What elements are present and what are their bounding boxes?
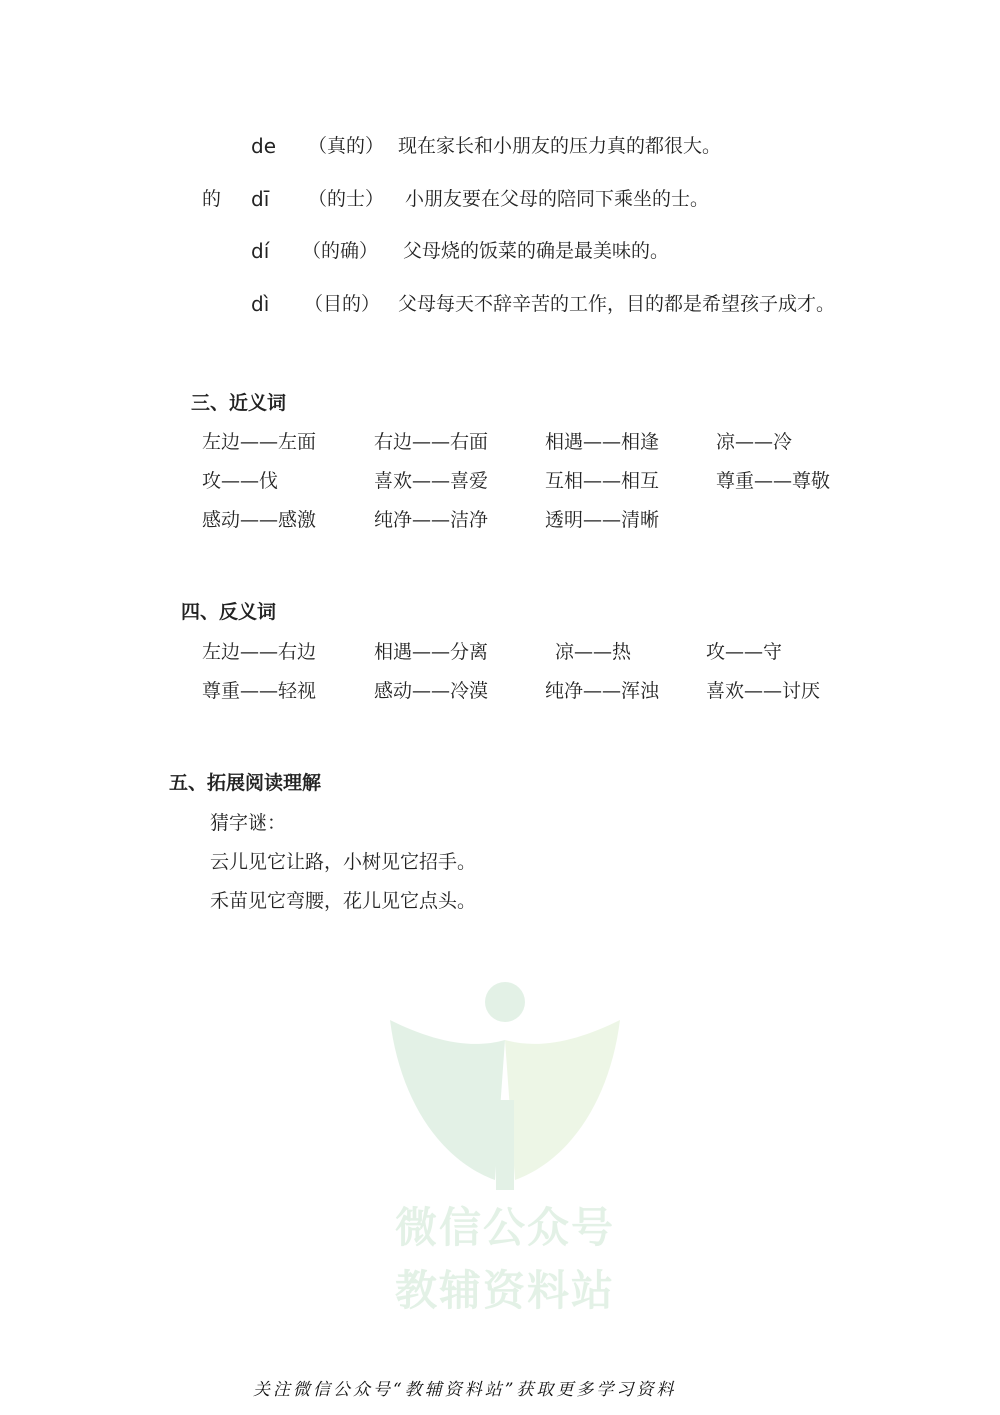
synonym-item: 尊重——尊敬: [716, 470, 831, 492]
antonym-item: 左边——右边: [202, 641, 317, 663]
sentence-di4: 父母每天不辞辛苦的工作，目的都是希望孩子成才。: [398, 293, 836, 315]
synonym-item: 透明——清晰: [545, 509, 660, 531]
antonym-item: 纯净——浑浊: [545, 680, 660, 702]
antonym-item: 相遇——分离: [374, 641, 489, 663]
pinyin-di2: dí: [251, 239, 270, 263]
synonym-item: 感动——感激: [202, 509, 317, 531]
reading-heading: 五、拓展阅读理解: [169, 772, 322, 794]
sentence-de: 现在家长和小朋友的压力真的都很大。: [398, 135, 722, 157]
riddle-line: 云儿见它让路，小树见它招手。: [210, 851, 477, 873]
synonym-item: 喜欢——喜爱: [374, 470, 489, 492]
riddle-label: 猜字谜：: [210, 812, 287, 834]
pinyin-de: de: [251, 134, 276, 158]
synonym-item: 攻——伐: [202, 470, 279, 492]
word-zhende: （真的）: [308, 135, 385, 157]
synonym-item: 相遇——相逢: [545, 431, 660, 453]
watermark-line1: 微信公众号: [394, 1203, 615, 1252]
riddle-line: 禾苗见它弯腰，花儿见它点头。: [210, 890, 477, 912]
word-dishi: （的士）: [308, 188, 385, 210]
antonym-item: 感动——冷漠: [374, 680, 489, 702]
pinyin-di1: dī: [251, 187, 270, 211]
sentence-di2: 父母烧的饭菜的确是最美味的。: [403, 240, 670, 262]
watermark-logo: [370, 980, 640, 1320]
antonym-item: 喜欢——讨厌: [706, 680, 821, 702]
antonym-item: 凉——热: [555, 641, 632, 663]
word-dique: （的确）: [302, 240, 379, 262]
word-mudi: （目的）: [304, 293, 381, 315]
synonym-item: 右边——右面: [374, 431, 489, 453]
synonym-item: 纯净——洁净: [374, 509, 489, 531]
antonym-item: 攻——守: [706, 641, 783, 663]
sentence-di1: 小朋友要在父母的陪同下乘坐的士。: [405, 188, 710, 210]
pinyin-di4: dì: [251, 292, 270, 316]
antonym-item: 尊重——轻视: [202, 680, 317, 702]
synonym-item: 互相——相互: [545, 470, 660, 492]
footer-note: 关注微信公众号“教辅资料站”获取更多学习资料: [253, 1380, 677, 1400]
synonym-item: 凉——冷: [716, 431, 793, 453]
antonyms-heading: 四、反义词: [181, 601, 277, 623]
synonym-item: 左边——左面: [202, 431, 317, 453]
polyphone-char: 的: [202, 188, 222, 210]
watermark-line2: 教辅资料站: [394, 1266, 615, 1315]
synonyms-heading: 三、近义词: [191, 392, 287, 414]
